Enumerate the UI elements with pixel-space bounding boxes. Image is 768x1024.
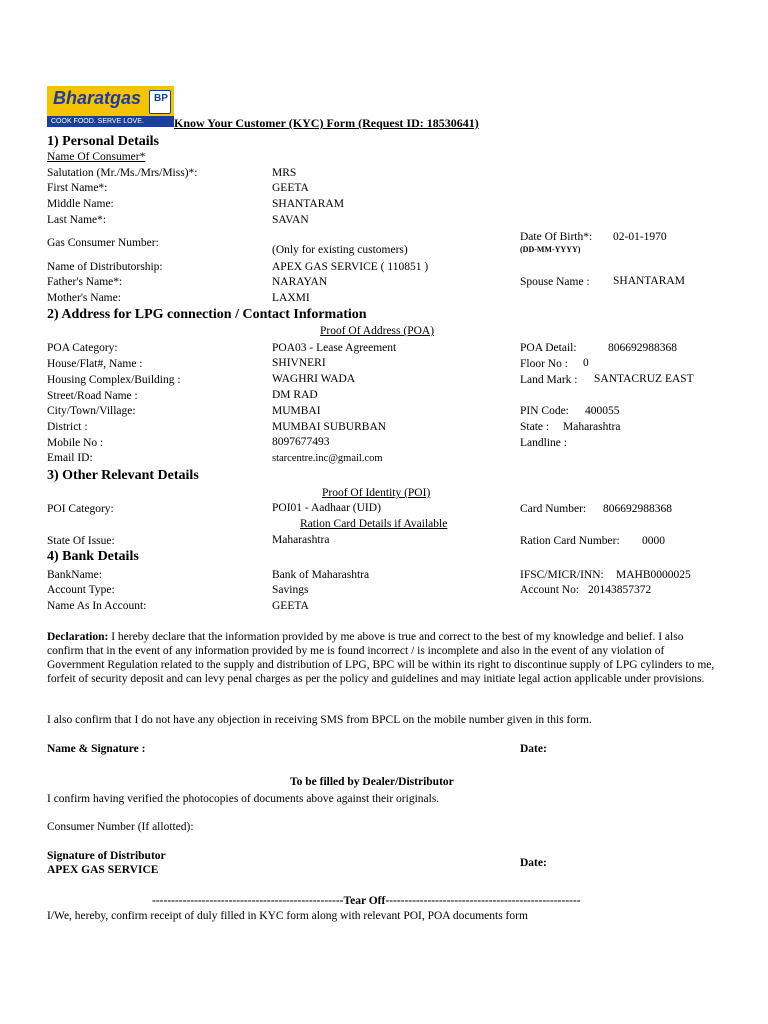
- state-label: State :: [520, 421, 550, 433]
- mother-name-value: LAXMI: [272, 292, 310, 304]
- sms-consent-text: I also confirm that I do not have any objection in receiving SMS from BPCL on the mobile number given in this form.: [47, 714, 592, 726]
- poi-category-value: POI01 - Aadhaar (UID): [272, 502, 381, 514]
- dob-label: Date Of Birth*:: [520, 231, 593, 243]
- first-name-label: First Name*:: [47, 182, 108, 194]
- distributorship-label: Name of Distributorship:: [47, 261, 163, 273]
- distributor-name: APEX GAS SERVICE: [47, 864, 159, 876]
- section-address-heading: 2) Address for LPG connection / Contact Information: [47, 307, 367, 322]
- declaration-paragraph: [47, 630, 719, 686]
- dob-format: (DD-MM-YYYY): [520, 245, 581, 254]
- poa-detail-value: 806692988368: [608, 342, 677, 354]
- street-label: Street/Road Name :: [47, 390, 138, 402]
- logo-brand: Bharatgas: [53, 88, 142, 108]
- city-label: City/Town/Village:: [47, 405, 136, 417]
- account-no-label: Account No:: [520, 584, 580, 596]
- dealer-confirm-text: I confirm having verified the photocopies of documents above against their originals.: [47, 793, 440, 805]
- gas-consumer-label: Gas Consumer Number:: [47, 237, 159, 249]
- ration-number-value: 0000: [642, 535, 665, 547]
- spouse-name-value: SHANTARAM: [613, 275, 685, 287]
- district-value: MUMBAI SUBURBAN: [272, 421, 387, 433]
- street-value: DM RAD: [272, 389, 318, 401]
- state-issue-label: State Of Issue:: [47, 535, 115, 547]
- tear-off-line: --------------------------------------------------Tear Off---------------------------------------------------: [152, 895, 581, 907]
- dob-value: 02-01-1970: [613, 231, 667, 243]
- floor-value: 0: [583, 357, 589, 369]
- ifsc-label: IFSC/MICR/INN:: [520, 569, 604, 581]
- complex-label: Housing Complex/Building :: [47, 374, 181, 386]
- bank-name-label: BankName:: [47, 569, 102, 581]
- city-value: MUMBAI: [272, 405, 321, 417]
- last-name-value: SAVAN: [272, 214, 309, 226]
- middle-name-value: SHANTARAM: [272, 198, 344, 210]
- mobile-value: 8097677493: [272, 436, 330, 448]
- poa-detail-label: POA Detail:: [520, 342, 577, 354]
- father-name-label: Father's Name*:: [47, 276, 123, 288]
- dealer-date-label: Date:: [520, 857, 547, 869]
- house-value: SHIVNERI: [272, 357, 326, 369]
- complex-value: WAGHRI WADA: [272, 373, 356, 385]
- section-personal-heading: 1) Personal Details: [47, 134, 159, 149]
- landmark-label: Land Mark :: [520, 374, 578, 386]
- email-value: starcentre.inc@gmail.com: [272, 453, 383, 464]
- gas-consumer-note: (Only for existing customers): [272, 244, 408, 256]
- account-type-value: Savings: [272, 584, 309, 596]
- account-holder-label: Name As In Account:: [47, 600, 147, 612]
- pin-label: PIN Code:: [520, 405, 569, 417]
- bp-emblem-icon: BP: [149, 90, 171, 114]
- tear-off-receipt-text: I/We, hereby, confirm receipt of duly filled in KYC form along with relevant POI, POA documents form: [47, 910, 528, 922]
- card-number-value: 806692988368: [603, 503, 672, 515]
- spouse-name-label: Spouse Name :: [520, 276, 590, 288]
- floor-label: Floor No :: [520, 358, 568, 370]
- consumer-name-subheading: Name Of Consumer*: [47, 151, 146, 163]
- consumer-number-allotted-label: Consumer Number (If allotted):: [47, 821, 194, 833]
- state-value: Maharashtra: [563, 421, 621, 433]
- distributor-signature-label: Signature of Distributor: [47, 850, 166, 862]
- name-signature-label: Name & Signature :: [47, 743, 146, 755]
- logo-tagline: COOK FOOD. SERVE LOVE.: [47, 116, 174, 127]
- landmark-value: SANTACRUZ EAST: [594, 373, 694, 385]
- account-holder-value: GEETA: [272, 600, 309, 612]
- account-no-value: 20143857372: [588, 584, 652, 596]
- pin-value: 400055: [585, 405, 620, 417]
- house-label: House/Flat#, Name :: [47, 358, 143, 370]
- dealer-heading: To be filled by Dealer/Distributor: [290, 776, 454, 788]
- ifsc-value: MAHB0000025: [616, 569, 691, 581]
- ration-number-label: Ration Card Number:: [520, 535, 620, 547]
- father-name-value: NARAYAN: [272, 276, 328, 288]
- declaration-label: Declaration:: [47, 631, 109, 643]
- distributorship-value: APEX GAS SERVICE ( 110851 ): [272, 261, 429, 273]
- middle-name-label: Middle Name:: [47, 198, 114, 210]
- poi-category-label: POI Category:: [47, 503, 114, 515]
- account-type-label: Account Type:: [47, 584, 115, 596]
- landline-label: Landline :: [520, 437, 567, 449]
- declaration-text: I hereby declare that the information provided by me above is true and correct to the best of my knowledge and belief. I also confirm that in the event of any information provided by me is found incorrect / is incomplete and also in the event of any violation of Government Regulation related to the supply and distribution of LPG, BPC will be within its right to discontinue supply of LPG cylinders to me, forfeit of security deposit and can levy penal charges as per the policy and guidelines and may initiate legal action applicable under provisions.: [47, 631, 715, 685]
- section-bank-heading: 4) Bank Details: [47, 549, 139, 564]
- mobile-label: Mobile No :: [47, 437, 104, 449]
- email-label: Email ID:: [47, 452, 93, 464]
- card-number-label: Card Number:: [520, 503, 587, 515]
- ration-subheading: Ration Card Details if Available: [300, 518, 448, 530]
- bharatgas-logo: [47, 86, 174, 127]
- poa-category-value: POA03 - Lease Agreement: [272, 342, 397, 354]
- first-name-value: GEETA: [272, 182, 309, 194]
- form-title: Know Your Customer (KYC) Form (Request ID: 18530641): [174, 116, 479, 130]
- salutation-label: Salutation (Mr./Ms./Mrs/Miss)*:: [47, 167, 198, 179]
- district-label: District :: [47, 421, 88, 433]
- state-issue-value: Maharashtra: [272, 534, 330, 546]
- bank-name-value: Bank of Maharashtra: [272, 569, 370, 581]
- mother-name-label: Mother's Name:: [47, 292, 121, 304]
- declaration-date-label: Date:: [520, 743, 547, 755]
- poa-category-label: POA Category:: [47, 342, 118, 354]
- poi-subheading: Proof Of Identity (POI): [322, 487, 431, 499]
- salutation-value: MRS: [272, 167, 297, 179]
- poa-subheading: Proof Of Address (POA): [320, 325, 435, 337]
- last-name-label: Last Name*:: [47, 214, 107, 226]
- section-other-heading: 3) Other Relevant Details: [47, 468, 199, 483]
